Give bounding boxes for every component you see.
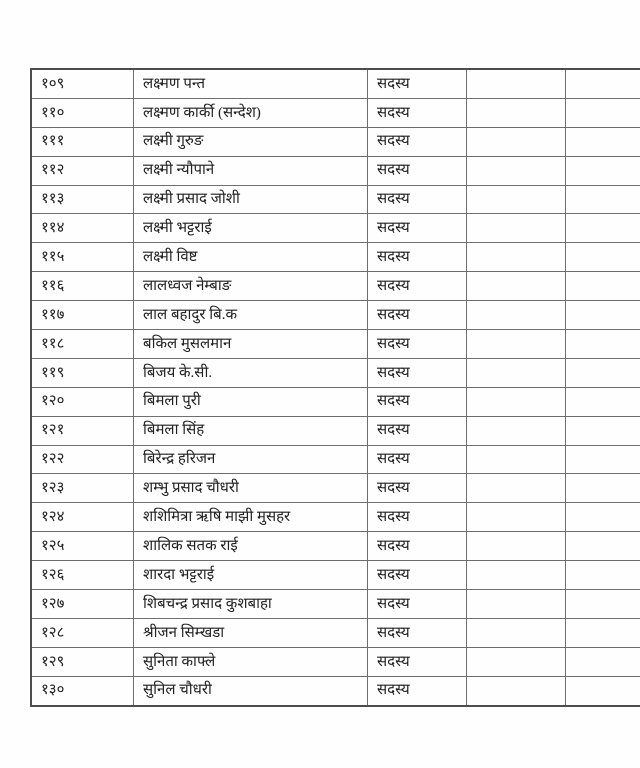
serial-number-cell: ११४ [31, 214, 134, 243]
member-name-cell: बिजय के.सी. [134, 358, 368, 387]
table-row [31, 185, 640, 214]
member-name-cell: शिबचन्द्र प्रसाद कुशबाहा [134, 590, 368, 619]
table-row [31, 69, 640, 98]
member-name-cell: शारदा भट्टराई [134, 561, 368, 590]
table-row [31, 330, 640, 359]
table-row [31, 387, 640, 416]
table-row [31, 416, 640, 445]
serial-number-cell: ११२ [31, 156, 134, 185]
member-name-cell: शालिक सतक राई [134, 532, 368, 561]
table-row [31, 301, 640, 330]
role-cell: सदस्य [368, 647, 467, 676]
empty-cell-2 [566, 503, 640, 532]
role-cell: सदस्य [368, 445, 467, 474]
serial-number-cell: १३० [31, 676, 134, 705]
empty-cell-1 [467, 358, 566, 387]
empty-cell-1 [467, 590, 566, 619]
role-cell: सदस्य [368, 214, 467, 243]
empty-cell-2 [566, 185, 640, 214]
serial-number-cell: १२९ [31, 647, 134, 676]
empty-cell-2 [566, 676, 640, 705]
table-row [31, 214, 640, 243]
role-cell: सदस्य [368, 503, 467, 532]
empty-cell-2 [566, 69, 640, 98]
role-cell: सदस्य [368, 561, 467, 590]
member-name-cell: लक्ष्मी भट्टराई [134, 214, 368, 243]
member-name-cell: श्रीजन सिम्खडा [134, 618, 368, 647]
empty-cell-2 [566, 272, 640, 301]
role-cell: सदस्य [368, 301, 467, 330]
role-cell: सदस्य [368, 330, 467, 359]
member-name-cell: लक्ष्मी प्रसाद जोशी [134, 185, 368, 214]
empty-cell-2 [566, 98, 640, 127]
empty-cell-2 [566, 214, 640, 243]
table-row [31, 503, 640, 532]
member-name-cell: बिरेन्द्र हरिजन [134, 445, 368, 474]
member-name-cell: बिमला पुरी [134, 387, 368, 416]
empty-cell-2 [566, 387, 640, 416]
serial-number-cell: १२४ [31, 503, 134, 532]
table-row [31, 590, 640, 619]
role-cell: सदस्य [368, 69, 467, 98]
role-cell: सदस्य [368, 474, 467, 503]
member-name-cell: लालध्वज नेम्बाङ [134, 272, 368, 301]
empty-cell-1 [467, 69, 566, 98]
table-row [31, 243, 640, 272]
empty-cell-1 [467, 387, 566, 416]
empty-cell-1 [467, 243, 566, 272]
role-cell: सदस्य [368, 243, 467, 272]
empty-cell-1 [467, 618, 566, 647]
empty-cell-1 [467, 301, 566, 330]
empty-cell-1 [467, 330, 566, 359]
empty-cell-2 [566, 330, 640, 359]
empty-cell-1 [467, 185, 566, 214]
member-name-cell: शम्भु प्रसाद चौधरी [134, 474, 368, 503]
role-cell: सदस्य [368, 156, 467, 185]
member-name-cell: लक्ष्मी विष्ट [134, 243, 368, 272]
role-cell: सदस्य [368, 272, 467, 301]
empty-cell-1 [467, 561, 566, 590]
role-cell: सदस्य [368, 387, 467, 416]
table-row [31, 358, 640, 387]
empty-cell-2 [566, 561, 640, 590]
table-row [31, 156, 640, 185]
serial-number-cell: १२५ [31, 532, 134, 561]
empty-cell-2 [566, 532, 640, 561]
serial-number-cell: ११५ [31, 243, 134, 272]
role-cell: सदस्य [368, 127, 467, 156]
empty-cell-2 [566, 127, 640, 156]
serial-number-cell: १२६ [31, 561, 134, 590]
empty-cell-1 [467, 98, 566, 127]
empty-cell-1 [467, 676, 566, 705]
serial-number-cell: १२८ [31, 618, 134, 647]
member-name-cell: लक्ष्मण कार्की (सन्देश) [134, 98, 368, 127]
empty-cell-1 [467, 474, 566, 503]
empty-cell-2 [566, 301, 640, 330]
table-row [31, 532, 640, 561]
member-name-cell: शशिमित्रा ऋषि माझी मुसहर [134, 503, 368, 532]
table-row [31, 561, 640, 590]
table-row [31, 98, 640, 127]
member-name-cell: बकिल मुसलमान [134, 330, 368, 359]
role-cell: सदस्य [368, 532, 467, 561]
role-cell: सदस्य [368, 185, 467, 214]
member-name-cell: लाल बहादुर बि.क [134, 301, 368, 330]
empty-cell-2 [566, 243, 640, 272]
table-row [31, 474, 640, 503]
empty-cell-2 [566, 618, 640, 647]
serial-number-cell: ११६ [31, 272, 134, 301]
serial-number-cell: ११३ [31, 185, 134, 214]
role-cell: सदस्य [368, 590, 467, 619]
empty-cell-1 [467, 503, 566, 532]
table-row [31, 445, 640, 474]
serial-number-cell: १२० [31, 387, 134, 416]
table-row [31, 127, 640, 156]
empty-cell-1 [467, 156, 566, 185]
role-cell: सदस्य [368, 676, 467, 705]
empty-cell-1 [467, 416, 566, 445]
table-row [31, 647, 640, 676]
empty-cell-2 [566, 647, 640, 676]
role-cell: सदस्य [368, 416, 467, 445]
empty-cell-2 [566, 156, 640, 185]
serial-number-cell: १२१ [31, 416, 134, 445]
serial-number-cell: १०९ [31, 69, 134, 98]
table-row [31, 272, 640, 301]
role-cell: सदस्य [368, 618, 467, 647]
serial-number-cell: ११९ [31, 358, 134, 387]
role-cell: सदस्य [368, 358, 467, 387]
member-name-cell: लक्ष्मी न्यौपाने [134, 156, 368, 185]
member-table-body [31, 69, 640, 706]
serial-number-cell: १२२ [31, 445, 134, 474]
table-row [31, 676, 640, 705]
empty-cell-2 [566, 416, 640, 445]
role-cell: सदस्य [368, 98, 467, 127]
empty-cell-2 [566, 590, 640, 619]
member-name-cell: लक्ष्मी गुरुङ [134, 127, 368, 156]
empty-cell-1 [467, 127, 566, 156]
serial-number-cell: ११७ [31, 301, 134, 330]
empty-cell-1 [467, 272, 566, 301]
serial-number-cell: ११० [31, 98, 134, 127]
member-name-cell: सुनिल चौधरी [134, 676, 368, 705]
empty-cell-2 [566, 474, 640, 503]
member-name-cell: लक्ष्मण पन्त [134, 69, 368, 98]
empty-cell-1 [467, 445, 566, 474]
table-row [31, 618, 640, 647]
member-name-cell: बिमला सिंह [134, 416, 368, 445]
member-name-cell: सुनिता काफ्ले [134, 647, 368, 676]
serial-number-cell: १११ [31, 127, 134, 156]
member-table [30, 68, 640, 707]
serial-number-cell: ११८ [31, 330, 134, 359]
empty-cell-1 [467, 214, 566, 243]
empty-cell-2 [566, 358, 640, 387]
empty-cell-2 [566, 445, 640, 474]
empty-cell-1 [467, 647, 566, 676]
serial-number-cell: १२३ [31, 474, 134, 503]
empty-cell-1 [467, 532, 566, 561]
serial-number-cell: १२७ [31, 590, 134, 619]
